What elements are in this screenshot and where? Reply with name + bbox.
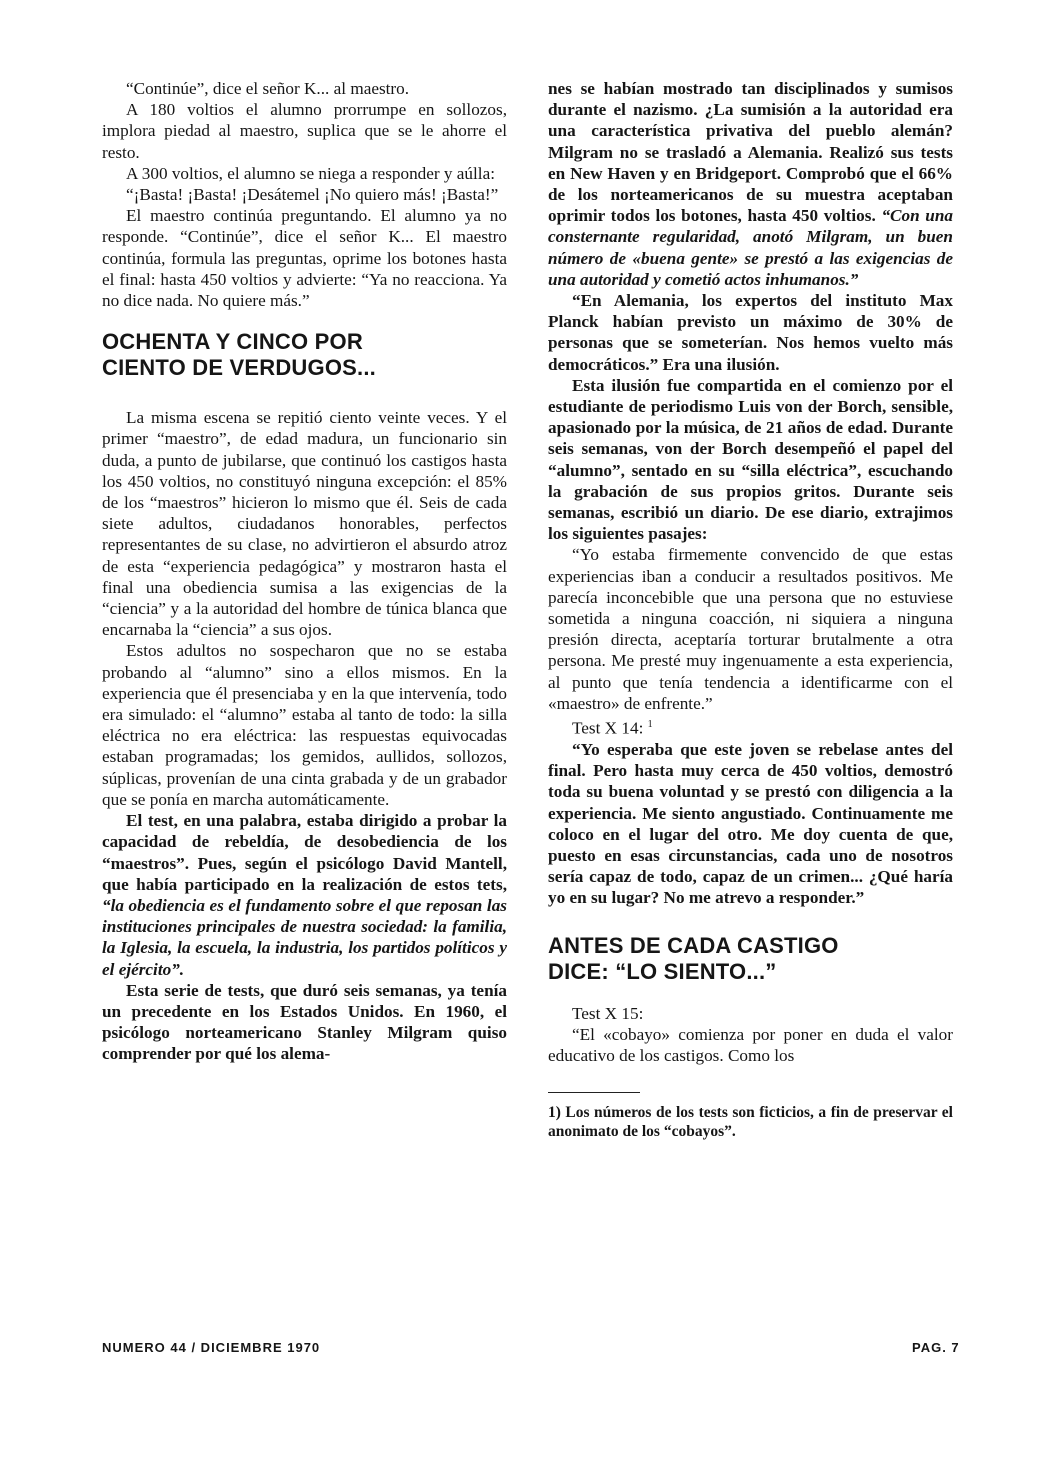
test-label	[548, 714, 953, 739]
section-heading-line: OCHENTA Y CINCO POR	[102, 329, 363, 355]
paragraph: La misma escena se repitió ciento veinte veces. Y el primer “maestro”, de edad madura, un funcionario sin duda, a punto de jubilarse, que continuó los castigos hasta los 450 voltios, no constituyó ninguna excepción: el 85% de los “maestros” hicieron lo mismo que él. Seis de cada siete adultos, ciudadanos honorables, perfectos representantes de su clase, no advirtieron el absurdo atroz de esta “experiencia pedagógica” y mostraron hasta el final una obediencia sumisa a las exigencias de la “ciencia” y a la autoridad del hombre de túnica blanca que encarnaba la “ciencia” a sus ojos.	[102, 408, 507, 640]
paragraph-bold-text: nes se habían mostrado tan disciplinados y sumisos durante el nazismo. ¿La sumisión a la autoridad era una característica privativa del pueblo alemán? Milgram no se trasladó a Alemania. Realizó sus tests en New Haven y en Bridgeport. Comprobó que el 66% de los norteamericanos de su muestra aceptaban oprimir todos los botones, hasta 450 voltios.	[548, 79, 953, 226]
paragraph: “Yo estaba firmemente convencido de que estas experiencias iban a conducir a resultados positivos. Me parecía inconcebible que una persona que no estuviese sometida a ninguna coacción, ni siquiera a ninguna presión directa, aceptaría torturar brutalmente a otra persona. Me presté muy ingenuamente a esta experiencia, al punto que tenía tendencia a identificarme con el «maestro» de enfrente.”	[548, 545, 953, 713]
left-column	[102, 78, 507, 1065]
footnote-marker: 1	[647, 719, 653, 731]
paragraph-bold	[548, 78, 953, 290]
footnote: 1) Los números de los tests son ficticios, a fin de preservar el anonimato de los “cobayos”.	[548, 1104, 953, 1141]
paragraph-bold: Esta serie de tests, que duró seis semanas, ya tenía un precedente en los Estados Unidos. En 1960, el psicólogo norteamericano Stanley Milgram quiso comprender por qué los alema-	[102, 980, 507, 1064]
paragraph: A 300 voltios, el alumno se niega a responder y aúlla:	[126, 163, 495, 183]
paragraph-bold: Esta ilusión fue compartida en el comienzo por el estudiante de periodismo Luis von der Borch, sensible, apasionado por la música, de 21 años de edad. Durante seis semanas, von der Borch desempeñó el papel del “alumno”, sentado en su “silla eléctrica”, escuchando la grabación de sus propios gritos. Durante seis semanas, escribió un diario. De ese diario, extrajimos los siguientes pasajes:	[548, 375, 953, 544]
paragraph-quote: “la obediencia es el fundamento sobre el que reposan las instituciones principales de nuestra sociedad: la familia, la Iglesia, la escuela, la industria, los partidos políticos y el ejército”.	[102, 895, 507, 979]
paragraph: “Continúe”, dice el señor K... al maestro.	[126, 79, 410, 98]
paragraph-bold-text: El test, en una palabra, estaba dirigido a probar la capacidad de rebeldía, de desobediencia de los “maestros”. Pues, según el psicólogo David Mantell, que había participado en la realización de estos tets,	[102, 811, 507, 894]
section-heading-line: ANTES DE CADA CASTIGO	[548, 932, 839, 958]
paragraph-quote: “Con una consternante regularidad, anotó Milgram, un buen número de «buena gente» se prestó a las exigencias de una autoridad y cometió actos inhumanos.”	[548, 206, 954, 289]
section-heading	[548, 933, 953, 985]
footnote-divider	[548, 1092, 640, 1093]
paragraph: El maestro continúa preguntando. El alumno ya no responde. “Continúe”, dice el señor K... El maestro continúa, formula las preguntas, oprime los botones hasta el final: hasta 450 voltios y advierte: “Ya no reacciona. Ya no dice nada. No quiere más.”	[102, 206, 507, 311]
paragraph: Estos adultos no sospecharon que no se estaba probando al “alumno” sino a ellos mismos. En la experiencia que él presenciaba y en la que intervenía, todo era simulado: el “alumno” estaba al tanto de todo: la silla eléctrica no era eléctrica: las respuestas equivocadas estaban programadas; los gemidos, aullidos, sollozos, súplicas, provenían de una cinta grabada y de un grabador que se ponía en marcha automáticamente.	[102, 641, 507, 809]
paragraph: A 180 voltios el alumno prorrumpe en sollozos, implora piedad al maestro, suplica que se le ahorre el resto.	[102, 100, 507, 162]
section-heading-line: DICE: “LO SIENTO...”	[548, 958, 777, 984]
paragraph-bold: “En Alemania, los expertos del instituto Max Planck habían previsto un máximo de 30% de personas que se someterían. Nos hemos vuelto más democráticos.” Era una ilusión.	[548, 291, 953, 374]
section-heading-line: CIENTO DE VERDUGOS...	[102, 355, 376, 381]
paragraph-bold: “Yo esperaba que este joven se rebelase antes del final. Pero hasta muy cerca de 450 voltios, demostró toda su buena voluntad y se prestó con diligencia a la experiencia. Me siento angustiado. Continuamente me coloco en el lugar del otro. Me doy cuenta de que, puesto en esas circunstancias, cada uno de nosotros sería capaz de todo, capaz de un crimen... ¿Qué haría yo en su lugar? No me atrevo a responder.”	[548, 740, 953, 908]
test-label: Test X 15:	[572, 1003, 644, 1023]
paragraph-bold	[102, 810, 507, 980]
right-column	[548, 78, 953, 1141]
footer-page-number: PAG. 7	[912, 1340, 960, 1355]
footer-issue: NUMERO 44 / DICIEMBRE 1970	[102, 1340, 321, 1355]
paragraph: “El «cobayo» comienza por poner en duda el valor educativo de los castigos. Como los	[548, 1024, 953, 1066]
section-heading	[102, 329, 507, 381]
paragraph: “¡Basta! ¡Basta! ¡Desátemel ¡No quiero más! ¡Basta!”	[126, 185, 499, 205]
test-label-text: Test X 14:	[572, 718, 644, 738]
